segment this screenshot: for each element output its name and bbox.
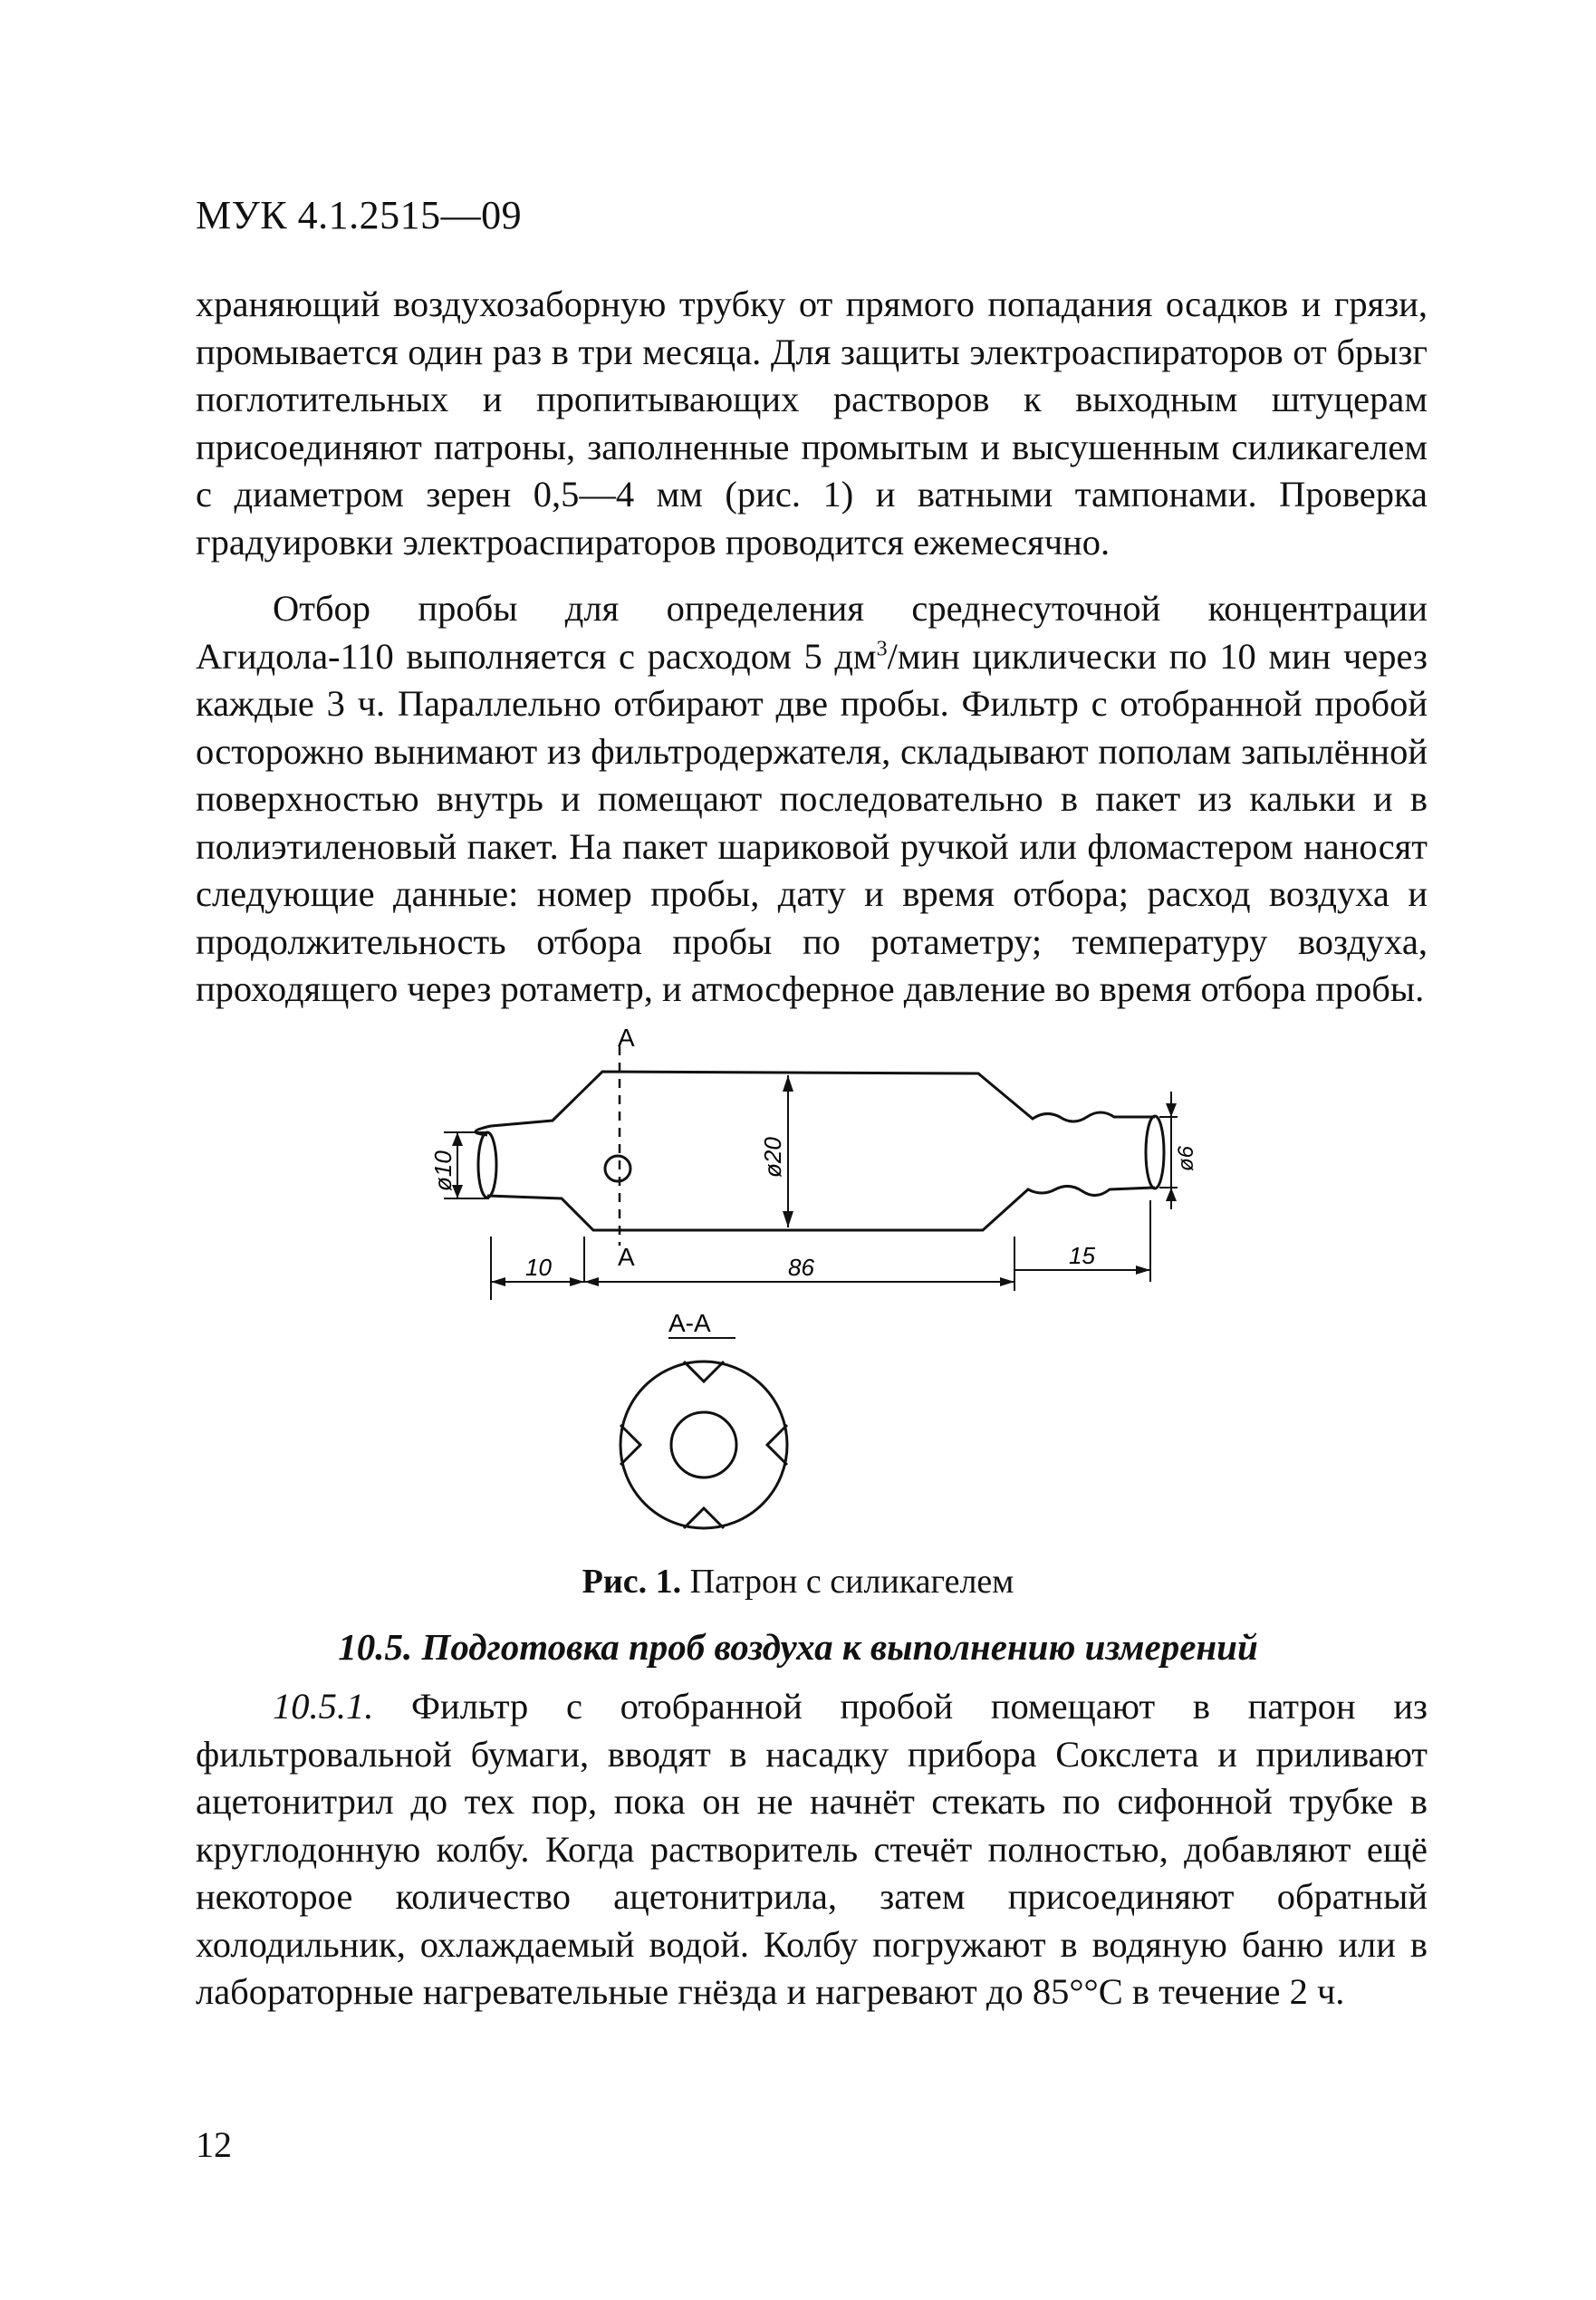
dim-15: 15 [1069,1242,1095,1269]
paragraph-2-part-b: /мин циклически по 10 мин через каждые 3 ч. Параллельно отбирают две пробы. Фильтр с отобранной пробой осторожно вынимают из фильтродержателя, складывают пополам запылённой поверхностью внутрь и помещают последовательно в пакет из кальки и в полиэтиленовый пакет. На пакет шариковой ручкой или фломастером наносят следующие данные: номер пробы, дату и время отбора; расход воздуха и продолжительность отбора пробы по ротаметру; температуру воздуха, проходящего через ротаметр, и атмосферное давление во время отбора пробы. [196,635,1428,1009]
cartridge-outline-bottom [487,1186,1155,1230]
dim-86: 86 [788,1254,814,1281]
figure-caption-text: Патрон с силикагелем [681,1563,1014,1601]
section-view-title: А-А [668,1309,711,1337]
paragraph-1: храняющий воздухозаборную трубку от прямого попадания осадков и грязи, промывается один раз в три месяца. Для защиты электроаспираторов от брызг поглотительных и пропитывающих растворов к выходным штуцерам присоединяют патроны, заполненные промытым и высушенным силикагелем с диаметром зерен 0,5—4 мм (рис. 1) и ватными тампонами. Проверка градуировки электроаспираторов проводится ежемесячно. [196,284,1428,563]
left-opening [478,1132,496,1198]
section-mark-bottom: A [618,1243,635,1271]
paragraph-2-superscript: 3 [876,637,888,660]
dim-d6: ø6 [1174,1145,1198,1171]
document-header: МУК 4.1.2515—09 [196,193,523,237]
dim-d20: ø20 [759,1137,786,1178]
paragraph-2 [196,585,1428,1014]
section-ring [605,1156,630,1181]
section-mark-top: A [618,1024,635,1052]
dim-10: 10 [525,1254,552,1281]
figure-caption-label: Рис. 1. [582,1563,682,1601]
figure-caption [0,1562,1596,1602]
paragraph-3-number: 10.5.1. [273,1686,374,1727]
figure-silica-gel-cartridge [380,1019,1232,1554]
paragraph-3 [196,1683,1428,2016]
dim-d10: ø10 [429,1150,457,1191]
cartridge-drawing [380,1019,1232,1554]
right-opening [1146,1116,1164,1188]
section-inner-ring [671,1412,736,1477]
page-number: 12 [196,2124,232,2165]
section-outer-ring [620,1362,787,1528]
cartridge-outline-top [476,1072,1155,1135]
section-title: 10.5. Подготовка проб воздуха к выполнению измерений [338,1626,1258,1668]
paragraph-2-part-a: Отбор пробы для определения среднесуточной концентрации Агидола-110 выполняется с расходом 5 дм [196,588,1428,677]
paragraph-3-text: Фильтр с отобранной пробой помещают в патрон из фильтровальной бумаги, вводят в насадку прибора Сокслета и приливают ацетонитрил до тех пор, пока он не начнёт стекать по сифонной трубке в круглодонную колбу. Когда растворитель стечёт полностью, добавляют ещё некоторое количество ацетонитрила, затем присоединяют обратный холодильник, охлаждаемый водой. Колбу погружают в водяную баню или в лабораторные нагревательные гнёзда и нагревают до 85°°C в течение 2 ч. [196,1686,1428,2012]
section-view [620,1362,787,1528]
